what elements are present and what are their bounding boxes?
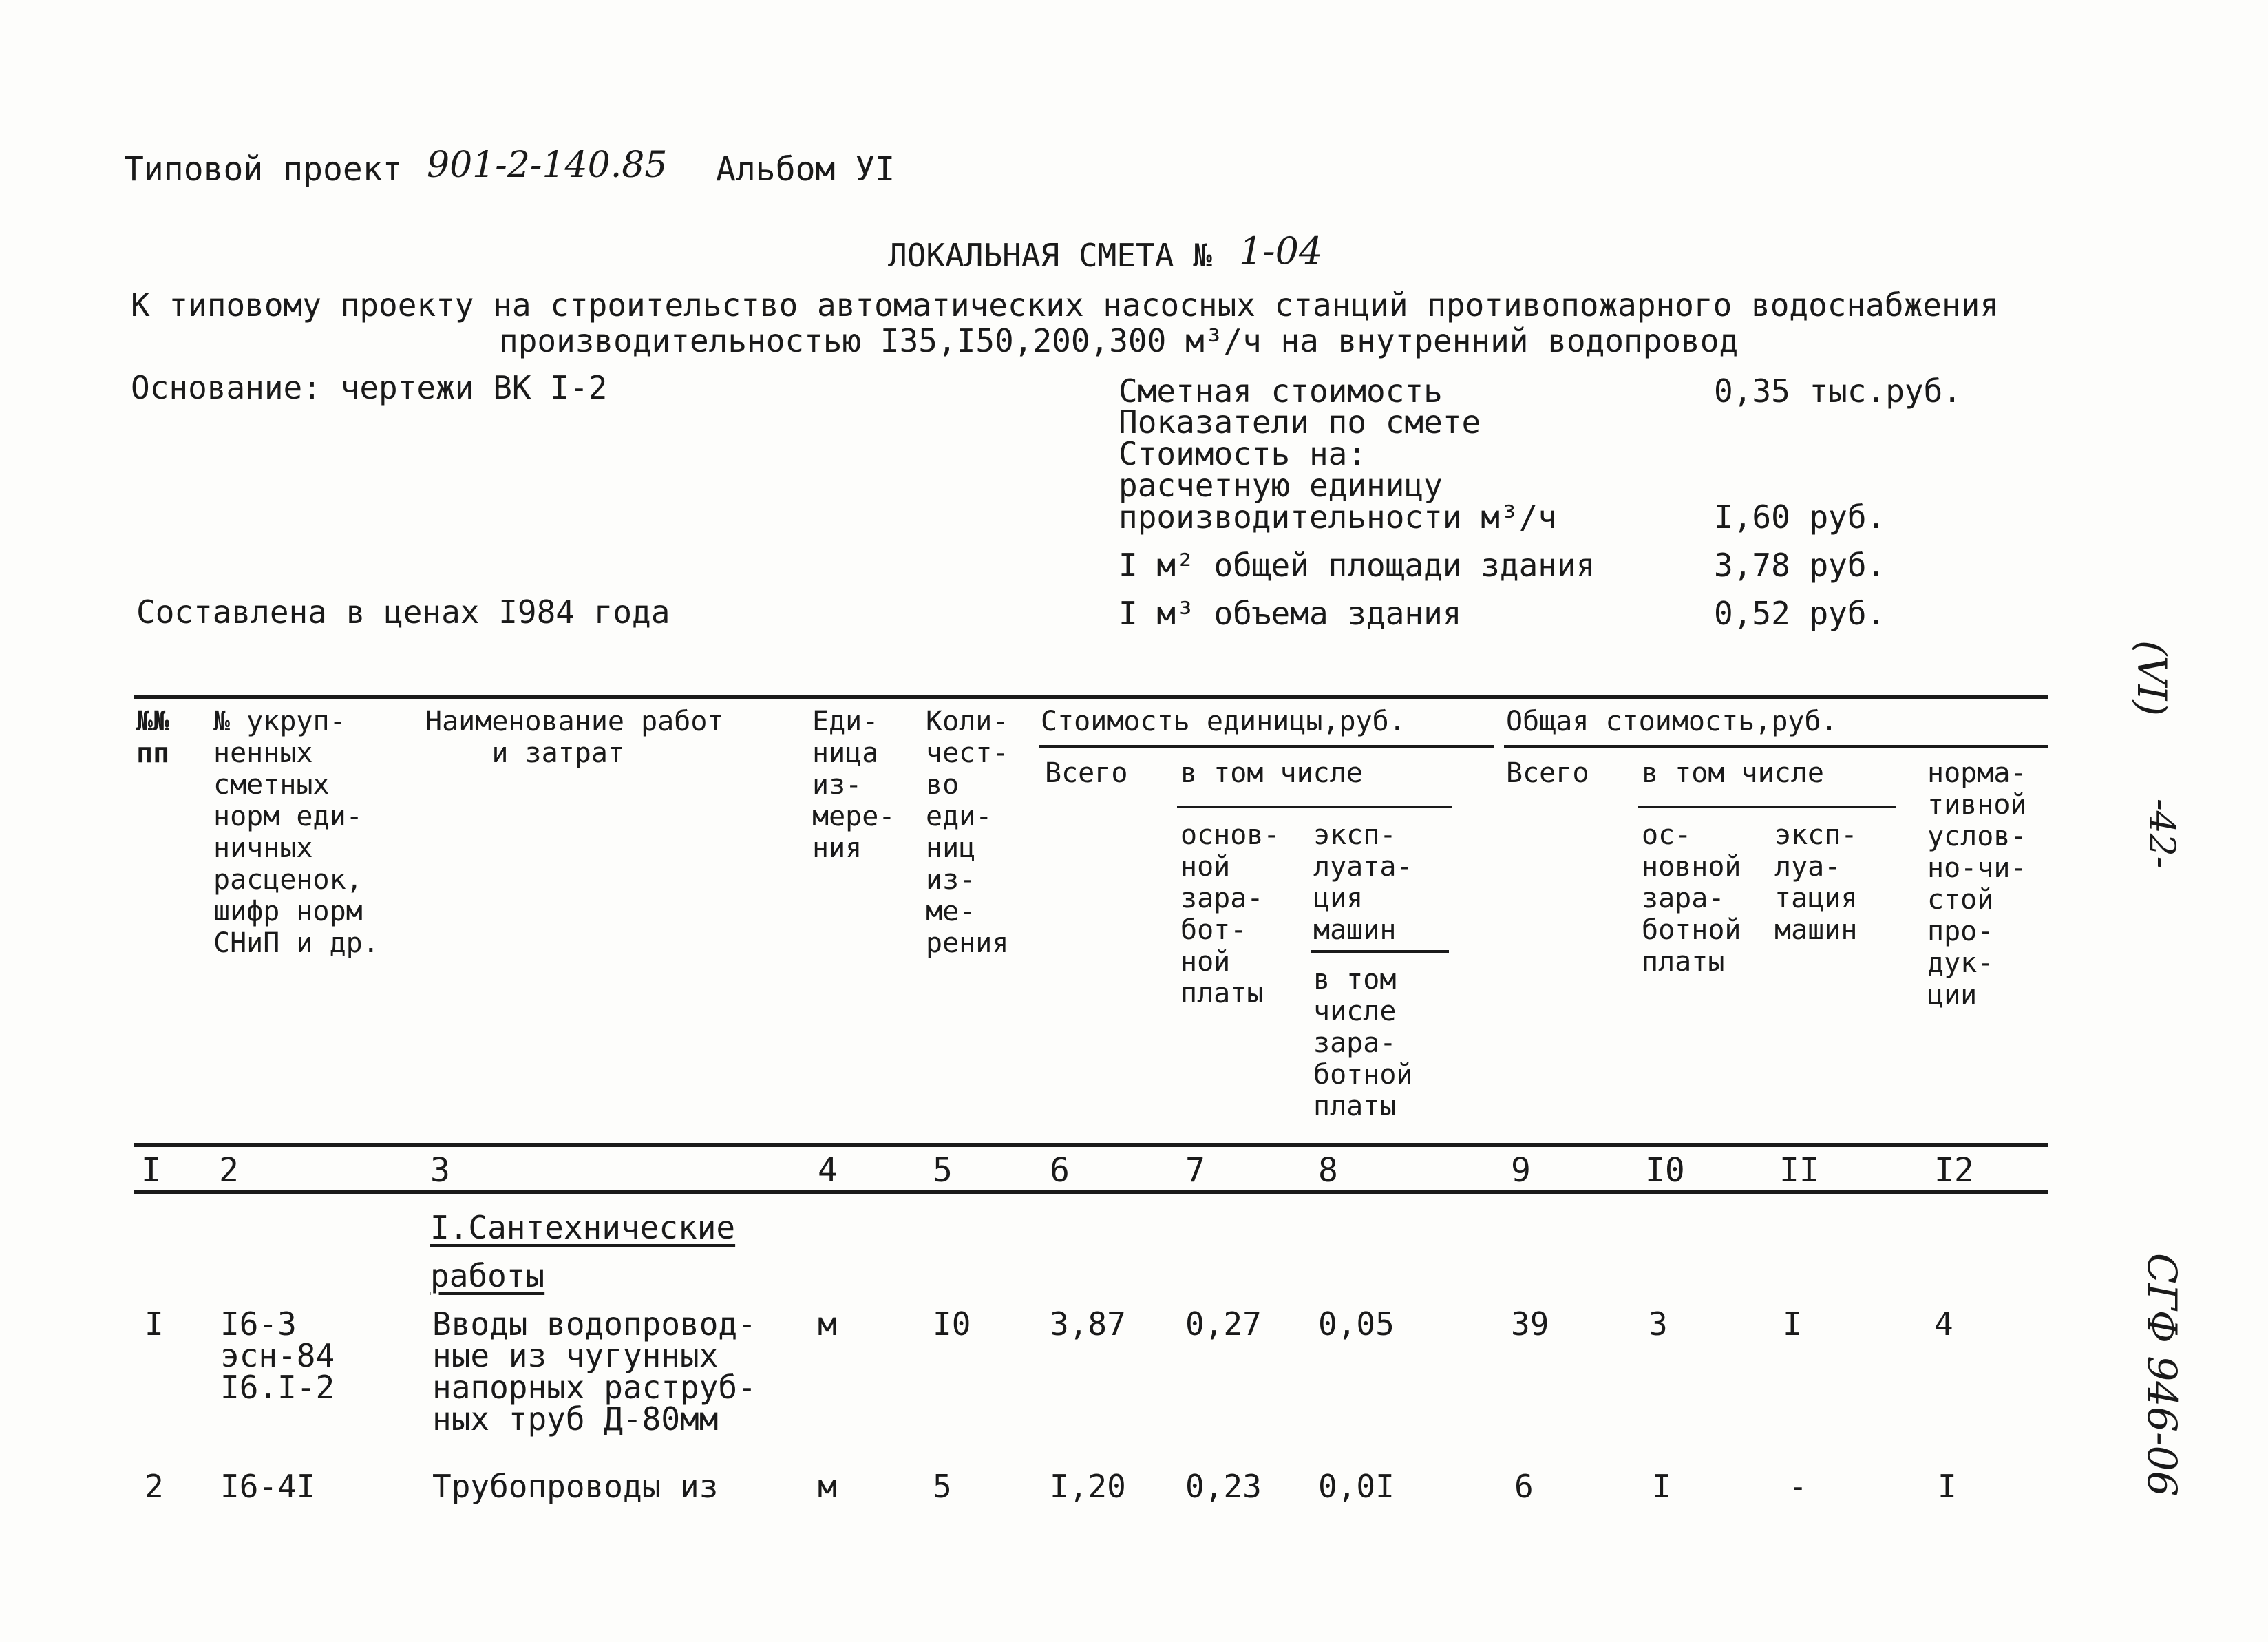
row-2-sum-machines: -: [1788, 1468, 1808, 1505]
row-1-sum-machines: I: [1783, 1305, 1802, 1343]
col-number-7: 7: [1185, 1151, 1205, 1190]
basis-line: Основание: чертежи ВК I-2: [131, 369, 608, 406]
header-col-7: основ- ной зара- бот- ной платы: [1180, 819, 1280, 1009]
page-number: -42-: [2141, 799, 2182, 869]
col-number-11: II: [1779, 1151, 1819, 1190]
col-number-2: 2: [219, 1151, 239, 1190]
estimated-cost-label: Сметная стоимость: [1119, 372, 1443, 410]
header-unit-cost: Стоимость единицы,руб.: [1041, 706, 1406, 737]
productivity-value: I,60 руб.: [1714, 498, 1886, 536]
sheet-mark: (VI): [2128, 640, 2175, 717]
document-id: СГФ 946-06: [2139, 1253, 2185, 1497]
estimate-number: 1-04: [1239, 229, 1323, 273]
col-number-5: 5: [933, 1151, 953, 1190]
header-col-12: норма- тивной услов- но-чи- стой про- дук- ции: [1927, 757, 2027, 1011]
header-col-11: эксп- луа- тация машин: [1774, 819, 1858, 946]
header-col-10: ос- новной зара- ботной платы: [1642, 819, 1741, 978]
incl-total-underline: [1638, 806, 1896, 808]
row-2-sum-total: 6: [1514, 1468, 1534, 1505]
row-2-qty: 5: [933, 1468, 952, 1505]
subject-line-2: производительностью I35,I50,200,300 м³/ч на внутренний водопровод: [499, 322, 1739, 359]
estimate-title: ЛОКАЛЬНАЯ СМЕТА №: [888, 237, 1212, 274]
numbers-bottom-rule: [134, 1190, 2048, 1194]
table-top-rule: [134, 695, 2048, 699]
col-number-4: 4: [818, 1151, 838, 1190]
unit-label: расчетную единицу: [1119, 467, 1443, 504]
header-total-cost: Общая стоимость,руб.: [1506, 706, 1838, 737]
album-label: Альбом УI: [716, 150, 895, 189]
row-2-unit-total: I,20: [1050, 1468, 1126, 1505]
col-number-12: I2: [1934, 1151, 1974, 1190]
header-incl-unit: в том числе: [1180, 757, 1363, 789]
header-col-2: № укруп- ненных сметных норм еди- ничных расценок, шифр норм СНиП и др.: [213, 706, 379, 959]
col-number-8: 8: [1318, 1151, 1338, 1190]
unit-cost-underline: [1039, 745, 1494, 748]
row-2-unit-wage: 0,23: [1185, 1468, 1262, 1505]
row-1-sum-wage: 3: [1649, 1305, 1668, 1343]
row-2-unit: м: [818, 1468, 837, 1505]
project-code: 901-2-140.85: [427, 145, 668, 186]
volume-label: I м³ объема здания: [1119, 595, 1462, 632]
indicators-label: Показатели по смете: [1119, 403, 1481, 441]
row-1-norm: 4: [1934, 1305, 1953, 1343]
cost-on-label: Стоимость на:: [1119, 435, 1367, 472]
header-col-8: эксп- луата- ция машин: [1313, 819, 1413, 946]
row-1-name: Вводы водопровод- ные из чугунных напорных раструб- ных труб Д-80мм: [432, 1305, 756, 1438]
header-col-5: Коли- чест- во еди- ниц из- ме- рения: [926, 706, 1009, 959]
area-value: 3,78 руб.: [1714, 547, 1886, 584]
row-1-unit-total: 3,87: [1050, 1305, 1126, 1343]
col-number-9: 9: [1511, 1151, 1531, 1190]
header-bottom-rule: [134, 1143, 2048, 1147]
subject-line-1: К типовому проекту на строительство автоматических насосных станций противопожарного водоснабжения: [131, 286, 2000, 324]
header-col-4: Еди- ница из- мере- ния: [812, 706, 895, 864]
row-1-unit-machines: 0,05: [1318, 1305, 1395, 1343]
incl-unit-underline: [1177, 806, 1452, 808]
header-col-6: Всего: [1045, 757, 1128, 789]
col-number-3: 3: [430, 1151, 450, 1190]
row-1-number: I: [145, 1305, 164, 1343]
machines-underline: [1311, 950, 1449, 953]
col-number-6: 6: [1050, 1151, 1070, 1190]
area-label: I м² общей площади здания: [1119, 547, 1596, 584]
col-number-1: I: [141, 1151, 161, 1190]
section-title-line-1: I.Сантехнические: [430, 1209, 736, 1246]
estimated-cost-value: 0,35 тыс.руб.: [1714, 372, 1962, 410]
row-2-name: Трубопроводы из: [432, 1468, 719, 1505]
row-1-code: I6-3 эсн-84 I6.I-2: [220, 1305, 335, 1406]
header-incl-total: в том числе: [1642, 757, 1824, 789]
volume-value: 0,52 руб.: [1714, 595, 1886, 632]
row-1-sum-total: 39: [1511, 1305, 1549, 1343]
total-cost-underline: [1504, 745, 2048, 748]
header-col-9: Всего: [1506, 757, 1589, 789]
compiled-line: Составлена в ценах I984 года: [136, 593, 670, 631]
header-col-3: Наименование работ и затрат: [425, 706, 724, 769]
row-2-norm: I: [1938, 1468, 1957, 1505]
row-2-sum-wage: I: [1652, 1468, 1671, 1505]
header-col-1: №№ пп: [136, 706, 170, 769]
productivity-label: производительности м³/ч: [1119, 498, 1557, 536]
row-1-unit-wage: 0,27: [1185, 1305, 1262, 1343]
row-1-unit: м: [818, 1305, 837, 1343]
header-col-8-sub: в том числе зара- ботной платы: [1313, 964, 1413, 1122]
project-prefix: Типовой проект: [124, 150, 403, 189]
section-title-line-2: работы: [430, 1257, 545, 1294]
row-1-qty: I0: [933, 1305, 971, 1343]
col-number-10: I0: [1645, 1151, 1685, 1190]
row-2-number: 2: [145, 1468, 164, 1505]
row-2-code: I6-4I: [220, 1468, 316, 1505]
row-2-unit-machines: 0,0I: [1318, 1468, 1395, 1505]
